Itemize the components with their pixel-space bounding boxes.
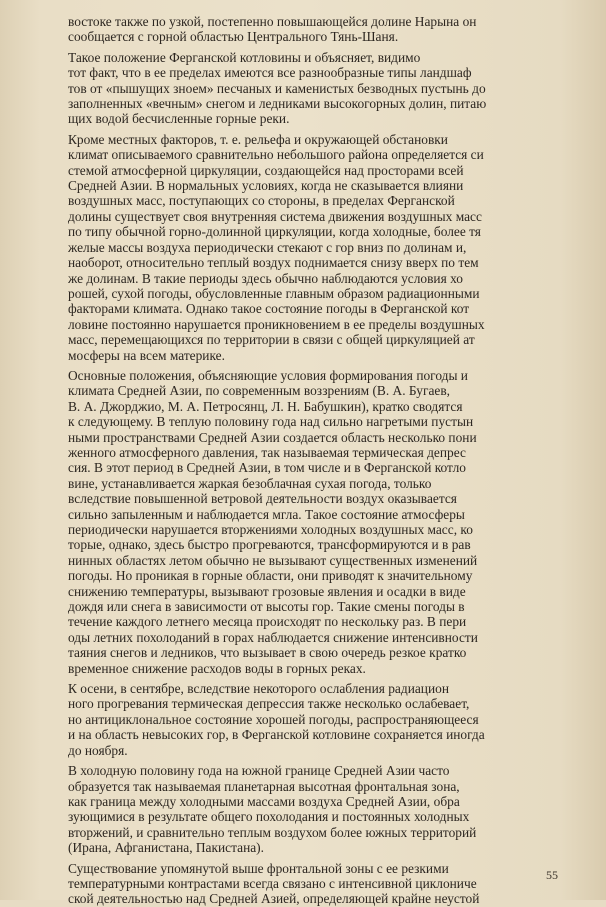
text-line: ской деятельностью над Средней Азией, определяющей крайне неустой — [68, 891, 480, 907]
text-line: к следующему. В теплую половину года над сильно нагретыми пустын — [68, 414, 474, 430]
text-line: до ноября. — [68, 742, 128, 758]
text-line: сия. В этот период в Средней Азии, в том числе и в Ферганской котло — [68, 460, 466, 476]
text-line: вине, устанавливается жаркая безоблачная сухая погода, только — [68, 475, 432, 491]
text-line: сообщается с горной областью Центрального Тянь-Шаня. — [68, 29, 399, 45]
text-body — [68, 14, 580, 907]
paragraph — [68, 681, 580, 758]
text-line: Такое положение Ферганской котловины и объясняет, видимо — [68, 49, 421, 65]
text-line: (Ирана, Афганистана, Пакистана). — [68, 840, 264, 856]
text-line: заполненных «вечным» снегом и ледниками высокогорных долин, питаю — [68, 96, 487, 112]
text-line: зующимися в результате общего похолодания и постоянных холодных — [68, 809, 470, 825]
text-line: образуется так называемая планетарная высотная фронтальная зона, — [68, 778, 460, 794]
text-line: факторами климата. Однако такое состояние погоды в Ферганской кот — [68, 301, 470, 317]
text-line: востоке также по узкой, постепенно повышающейся долине Нарына он — [68, 14, 477, 29]
paragraph — [68, 368, 580, 676]
text-line: оды летних похолоданий в горах наблюдается снижение интенсивности — [68, 629, 478, 645]
text-line: климата Средней Азии, по современным воззрениям (В. А. Бугаев, — [68, 383, 451, 399]
text-line: таяния снегов и ледников, что вызывает в свою очередь резкое кратко — [68, 645, 467, 661]
text-line: периодически нарушается вторжениями холодных воздушных масс, ко — [68, 522, 473, 537]
text-line: Существование упомянутой выше фронтальной зоны с ее резкими — [68, 860, 449, 876]
text-line: долины существует своя внутренняя система движения воздушных масс — [68, 208, 482, 224]
text-line: климат описываемого сравнительно небольшого района определяется си — [68, 147, 484, 163]
text-line: но антициклональное состояние хорошей погоды, распространяющееся — [68, 711, 479, 727]
text-line: Основные положения, объясняющие условия формирования погоды и — [68, 367, 468, 383]
text-line: К осени, в сентябре, вследствие некоторого ослабления радиацион — [68, 681, 449, 697]
text-line: ными пространствами Средней Азии создается область несколько пони — [68, 429, 477, 445]
text-line: как граница между холодными массами воздуха Средней Азии, обра — [68, 793, 460, 809]
paragraph — [68, 50, 580, 127]
text-line: же долинам. В такие периоды здесь обычно наблюдаются условия хо — [68, 270, 463, 286]
paragraph — [68, 132, 580, 363]
text-line: вторжений, и сравнительно теплым воздухом более южных территорий — [68, 824, 477, 840]
text-line: В. А. Джорджио, М. А. Петросянц, Л. Н. Бабушкин), кратко сводятся — [68, 398, 463, 414]
text-line: погоды. Но проникая в горные области, они приводят к значительному — [68, 568, 473, 584]
text-line: стемой атмосферной циркуляции, создающейся над просторами всей — [68, 162, 464, 178]
text-line: тот факт, что в ее пределах имеются все разнообразные типы ландшаф — [68, 65, 472, 81]
text-line: снижению температуры, вызывают грозовые явления и осадки в виде — [68, 583, 466, 599]
text-line: женного атмосферного давления, так называемая термическая депрес — [68, 444, 466, 460]
text-line: и на область невысоких гор, в Ферганской котловине сохраняется иногда — [68, 727, 485, 743]
text-line: по типу обычной горно-долинной циркуляции, когда холодные, более тя — [68, 224, 481, 240]
text-line: ного прогревания термическая депрессия также несколько ослабевает, — [68, 696, 470, 712]
text-line: наоборот, относительно теплый воздух поднимается снизу вверх по тем — [68, 255, 479, 271]
text-line: ловине постоянно нарушается проникновением в ее пределы воздушных — [68, 316, 485, 332]
text-line: нинных областях летом обычно не вызывают существенных изменений — [68, 552, 478, 568]
text-line: временное снижение расходов воды в горных реках. — [68, 660, 366, 676]
text-line: масс, перемещающихся по территории в связи с общей циркуляцией ат — [68, 332, 475, 348]
text-line: течение каждого летнего месяца происходят по нескольку раз. В пери — [68, 614, 467, 630]
paragraph — [68, 14, 580, 45]
text-line: мосферы на всем материке. — [68, 347, 225, 363]
text-line: дождя или снега в зависимости от высоты гор. Такие смены погоды в — [68, 599, 465, 615]
paragraph — [68, 763, 580, 855]
text-line: торые, однако, здесь быстро прогреваются, трансформируются и в рав — [68, 537, 471, 553]
text-line: рошей, сухой погоды, обусловленные главным образом радиационными — [68, 285, 480, 301]
text-line: сильно запыленным и наблюдается мгла. Такое состояние атмосферы — [68, 506, 465, 522]
text-line: температурными контрастами всегда связано с интенсивной циклониче — [68, 875, 477, 891]
text-line: щих водой бесчисленные горные реки. — [68, 111, 290, 127]
text-line: В холодную половину года на южной границе Средней Азии часто — [68, 763, 450, 779]
text-line: желые массы воздуха периодически стекают с гор вниз по долинам и, — [68, 239, 467, 255]
text-line: вследствие повышенной ветровой деятельности воздух оказывается — [68, 491, 457, 507]
page-number: 55 — [546, 868, 558, 882]
text-line: тов от «пышущих зноем» песчаных и каменистых безводных пустынь до — [68, 80, 486, 96]
text-line: воздушных масс, поступающих со стороны, в пределах Ферганской — [68, 193, 455, 209]
text-line: Средней Азии. В нормальных условиях, когда не сказывается влияни — [68, 178, 464, 194]
text-line: Кроме местных факторов, т. е. рельефа и окружающей обстановки — [68, 131, 448, 147]
